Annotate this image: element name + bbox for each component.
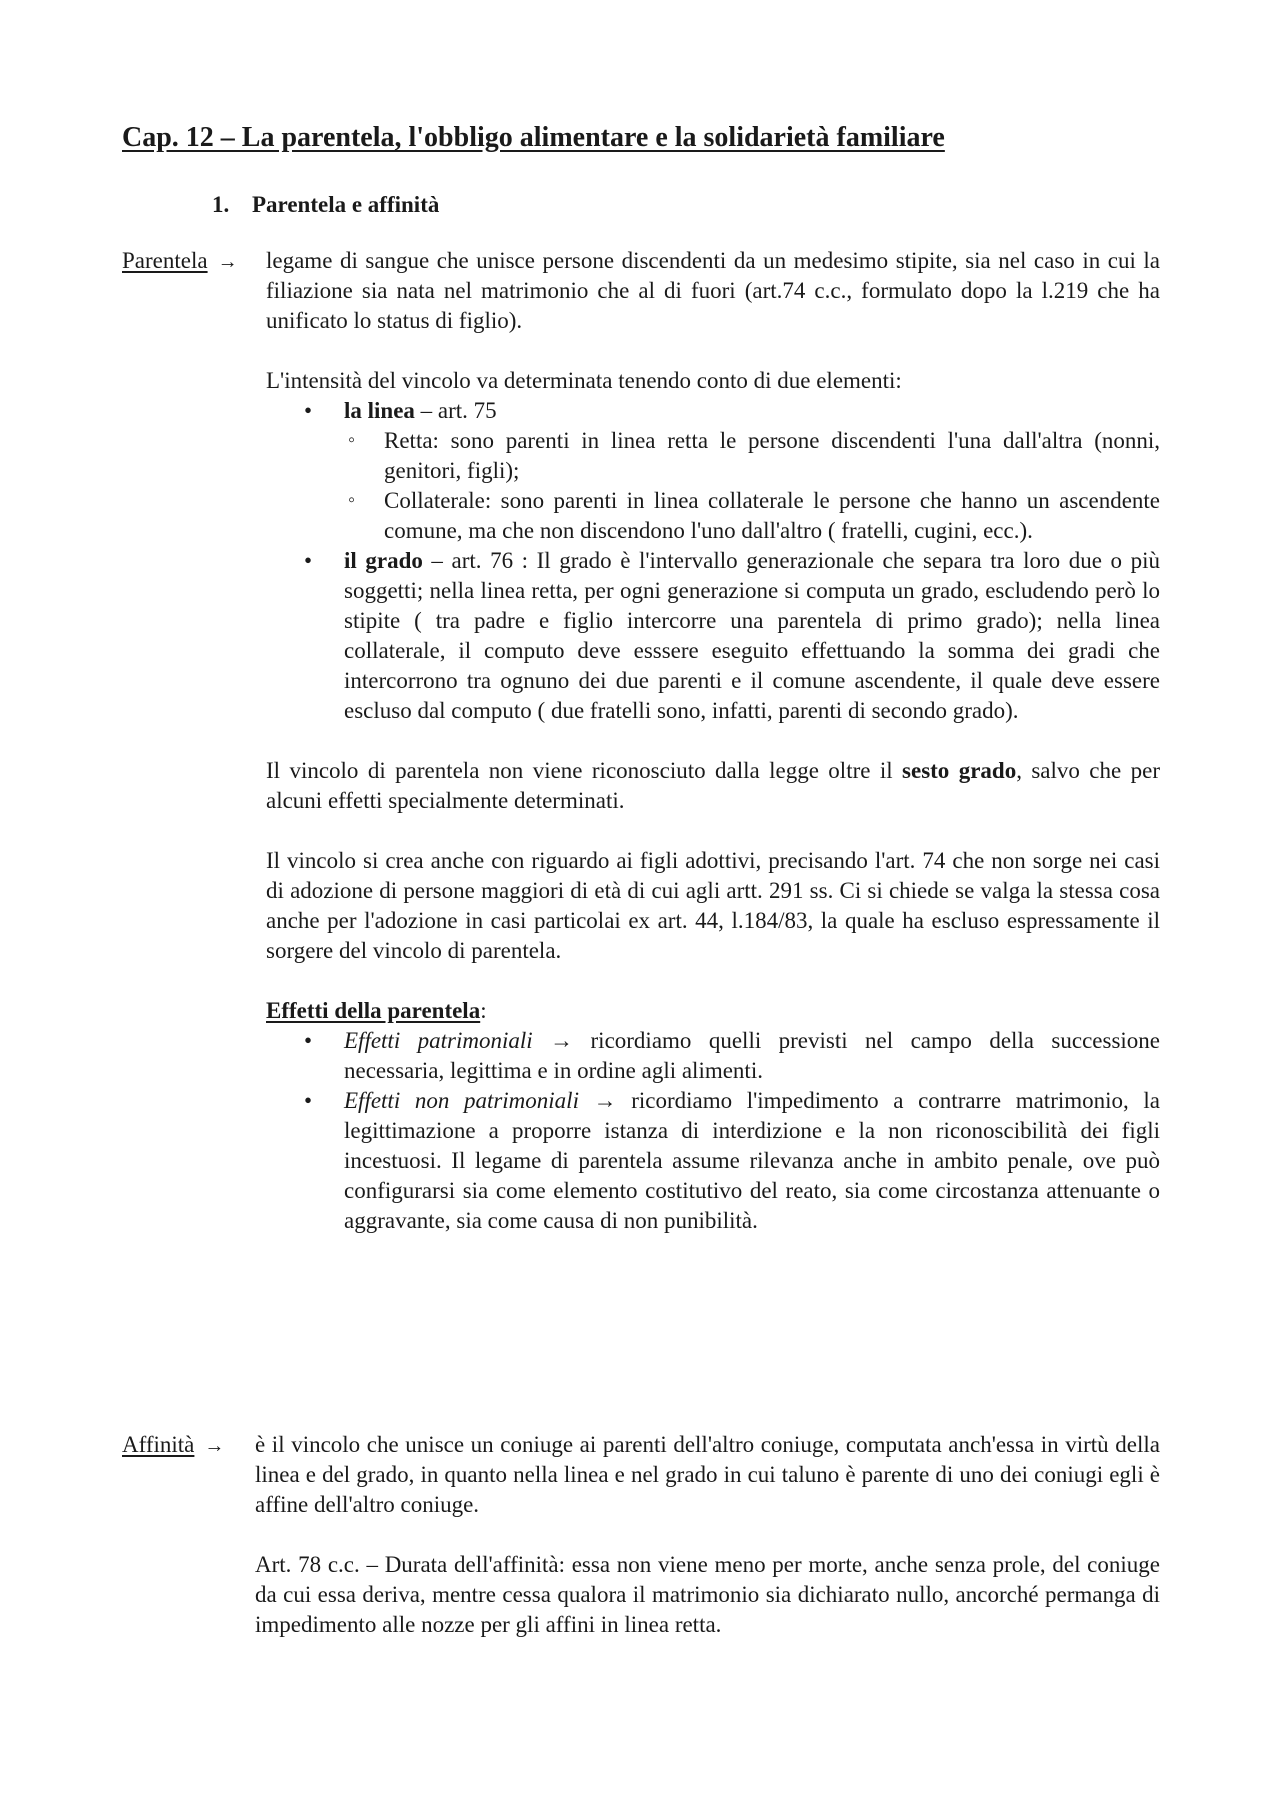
- section-number: 1.: [212, 192, 230, 217]
- parentela-label: [122, 246, 238, 277]
- list-item-retta: ◦ Retta: sono parenti in linea retta le persone discendenti l'una dall'altra (nonni, genitori, figli);: [384, 426, 1160, 486]
- art78-paragraph: Art. 78 c.c. – Durata dell'affinità: essa non viene meno per morte, anche senza prole, del coniuge da cui essa deriva, mentre cessa qualora il matrimonio sia dichiarato nullo, ancorché permanga di impedimento alle nozze per gli affini in linea retta.: [255, 1552, 1160, 1637]
- intensity-list: [266, 396, 1160, 726]
- effetti-list: [266, 1026, 1160, 1236]
- affinita-block: [255, 1430, 1160, 1640]
- effetti-heading-colon: :: [480, 998, 487, 1023]
- list-item-effetti-non-patrimoniali: [344, 1086, 1160, 1236]
- effetti-patrimoniali-label: Effetti patrimoniali: [344, 1028, 533, 1053]
- intensity-intro: L'intensità del vincolo va determinata tenendo conto di due elementi:: [266, 368, 902, 393]
- list-item-linea: [344, 396, 1160, 546]
- sesto-grado-bold: sesto grado: [902, 758, 1017, 783]
- sesto-grado-paragraph: [266, 756, 1160, 816]
- effetti-non-patrimoniali-label: Effetti non patrimoniali: [344, 1088, 579, 1113]
- grado-text: – art. 76 : Il grado è l'intervallo generazionale che separa tra loro due o più soggetti; nella linea retta, per ogni generazione si computa un grado, escludendo però lo stipite ( tra padre e figlio intercorre una parentela di primo grado); nella linea collaterale, il computo deve esssere eseguito effettuando la somma dei gradi che intercorrono tra ognuno dei due parenti e il comune ascendente, il quale deve essere escluso dal computo ( due fratelli sono, infatti, parenti di secondo grado).: [344, 548, 1160, 723]
- affinita-arrow: →: [204, 1435, 225, 1457]
- effetti-heading: [266, 996, 1160, 1026]
- linea-sublist: [344, 426, 1160, 546]
- parentela-arrow: →: [217, 251, 238, 273]
- section-heading: [212, 190, 439, 220]
- list-item-effetti-patrimoniali: [344, 1026, 1160, 1086]
- section-title: Parentela e affinità: [252, 192, 440, 217]
- affinita-definition: è il vincolo che unisce un coniuge ai parenti dell'altro coniuge, computata anch'essa in virtù della linea e del grado, in quanto nella linea e nel grado in cui taluno è parente di uno dei coniugi egli è affine dell'altro coniuge.: [255, 1432, 1160, 1517]
- effetti-non-patrimoniali-arrow: →: [593, 1088, 617, 1113]
- linea-term: la linea: [344, 398, 415, 423]
- effetti-patrimoniali-arrow: →: [550, 1028, 574, 1053]
- chapter-title: Cap. 12 – La parentela, l'obbligo alimentare e la solidarietà familiare: [122, 122, 945, 153]
- parentela-definition: legame di sangue che unisce persone discendenti da un medesimo stipite, sia nel caso in cui la filiazione sia nata nel matrimonio che al di fuori (art.74 c.c., formulato dopo la l.219 che ha unificato lo status di figlio).: [266, 248, 1160, 333]
- effetti-heading-text: Effetti della parentela: [266, 998, 481, 1023]
- parentela-term: Parentela: [122, 248, 208, 273]
- list-item-grado: [344, 546, 1160, 726]
- effetti-patrimoniali-text: ricordiamo quelli previsti nel campo della successione necessaria, legittima e in ordine agli alimenti.: [344, 1028, 1161, 1083]
- sesto-grado-after: , salvo che per alcuni effetti specialmente determinati.: [266, 758, 1160, 813]
- sesto-grado-before: Il vincolo di parentela non viene riconosciuto dalla legge oltre il: [266, 758, 903, 783]
- affinita-label: [122, 1430, 224, 1461]
- linea-ref: – art. 75: [414, 398, 497, 423]
- affinita-term: Affinità: [122, 1432, 195, 1457]
- adottivi-paragraph: Il vincolo si crea anche con riguardo ai figli adottivi, precisando l'art. 74 che non sorge nei casi di adozione di persone maggiori di età di cui agli artt. 291 ss. Ci si chiede se valga la stessa cosa anche per l'adozione in casi particolai ex art. 44, l.184/83, la quale ha escluso espressamente il sorgere del vincolo di parentela.: [266, 848, 1160, 963]
- effetti-non-patrimoniali-text: ricordiamo l'impedimento a contrarre matrimonio, la legittimazione a proporre istanza di interdizione e la non riconoscibilità dei figli incestuosi. Il legame di parentela assume rilevanza anche in ambito penale, ove può configurarsi sia come elemento costitutivo del reato, sia come circostanza attenuante o aggravante, sia come causa di non punibilità.: [344, 1088, 1160, 1233]
- grado-term: il grado: [344, 548, 423, 573]
- parentela-block: [266, 246, 1160, 1236]
- list-item-collaterale: ◦ Collaterale: sono parenti in linea collaterale le persone che hanno un ascendente comune, ma che non discendono l'uno dall'altro ( fratelli, cugini, ecc.).: [384, 486, 1160, 546]
